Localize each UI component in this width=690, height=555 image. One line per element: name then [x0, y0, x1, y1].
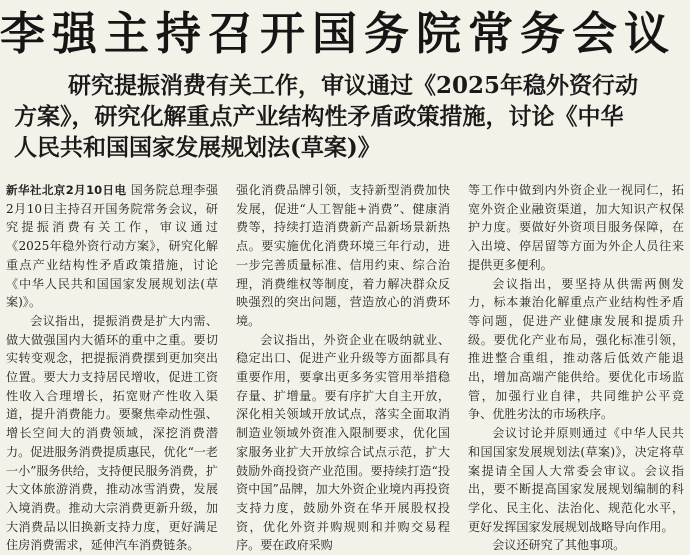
article-paragraph: 会议还研究了其他事项。	[492, 538, 626, 553]
article-paragraph: 会议指出，提振消费是扩大内需、做大做强国内大循环的重中之重。要切实转变观念，把提振消费摆到更加突出位置。要大力支持居民增收，促进工资性收入合理增长，拓宽财产性收入渠道，提升消费能力。要聚焦牵动性强、增长空间大的消费领域，深挖消费潜力。促进服务消费提质惠民，优化“一老一小”服务供给，支持便民服务消费，扩大文体旅游消费，推动冰雪消费，发展入境消费。推动大宗消费更新升级，加大消费品以旧换新支持力度，更好满足住房消费需求，延伸汽车消费链条。	[6, 313, 218, 553]
subheadline	[14, 70, 684, 163]
article-column-2	[236, 181, 450, 553]
article-body	[6, 181, 686, 553]
article-column-1	[6, 181, 218, 553]
article-paragraph: 会议指出，外资企业在吸纳就业、稳定出口、促进产业升级等方面都具有重要作用，要拿出更多务实管用举措稳存量、扩增量。要有序扩大自主开放，深化相关领域开放试点，落实全面取消制造业领域外资准入限制要求，优化国家服务业扩大开放综合试点示范，扩大鼓励外商投资产业范围。要持续打造“投资中国”品牌，加大外资企业境内再投资支持力度，鼓励外资在华开展股权投资，优化外资并购规则和并购交易程序。要在政府采购	[236, 332, 450, 553]
article-paragraph: 会议讨论并原则通过《中华人民共和国国家发展规划法(草案)》，决定将草案提请全国人大常委会审议。会议指出，要不断提高国家发展规划编制的科学化、民主化、法治化、规范化水平，更好发挥国家发展规划战略导向作用。	[468, 426, 684, 534]
subheadline-line-1: 研究提振消费有关工作，审议通过《2025年稳外资行动	[68, 72, 639, 99]
dateline: 新华社北京2月10日电	[6, 183, 127, 197]
article-paragraph: 会议指出，要坚持从供需两侧发力，标本兼治化解重点产业结构性矛盾等问题，促进产业健康发展和提质升级。要优化产业布局，强化标准引领，推进整合重组，推动落后低效产能退出，增加高端产能供给。要优化市场监管，加强行业自律，共同维护公平竞争、优胜劣汰的市场秩序。	[468, 276, 684, 422]
headline: 李强主持召开国务院常务会议	[0, 7, 677, 60]
subheadline-line-2: 方案》，研究化解重点产业结构性矛盾政策措施，讨论《中华	[14, 103, 624, 130]
article-paragraph	[6, 181, 218, 312]
article-paragraph-continued: 强化消费品牌引领，支持新型消费加快发展，促进“人工智能+消费”、健康消费等，持续打造消费新产品新场景新热点。要实施优化消费环境三年行动，进一步完善质量标准、信用约束、综合治理，消费维权等制度，着力解决群众反映强烈的突出问题，营造放心的消费环境。	[236, 183, 450, 328]
article-paragraph-continued: 等工作中做到内外资企业一视同仁，拓宽外资企业融资渠道，加大知识产权保护力度。要做好外资项目服务保障，在入出境、停居留等方面为外企人员往来提供更多便利。	[468, 183, 684, 272]
subheadline-line-3: 人民共和国国家发展规划法(草案)》	[14, 134, 381, 161]
article-column-3	[468, 181, 684, 553]
lead-text: 国务院总理李强2月10日主持召开国务院常务会议，研究提振消费有关工作，审议通过《2025年稳外资行动方案》，研究化解重点产业结构性矛盾政策措施，讨论《中华人民共和国国家发展规划法(草案)》。	[6, 183, 218, 310]
